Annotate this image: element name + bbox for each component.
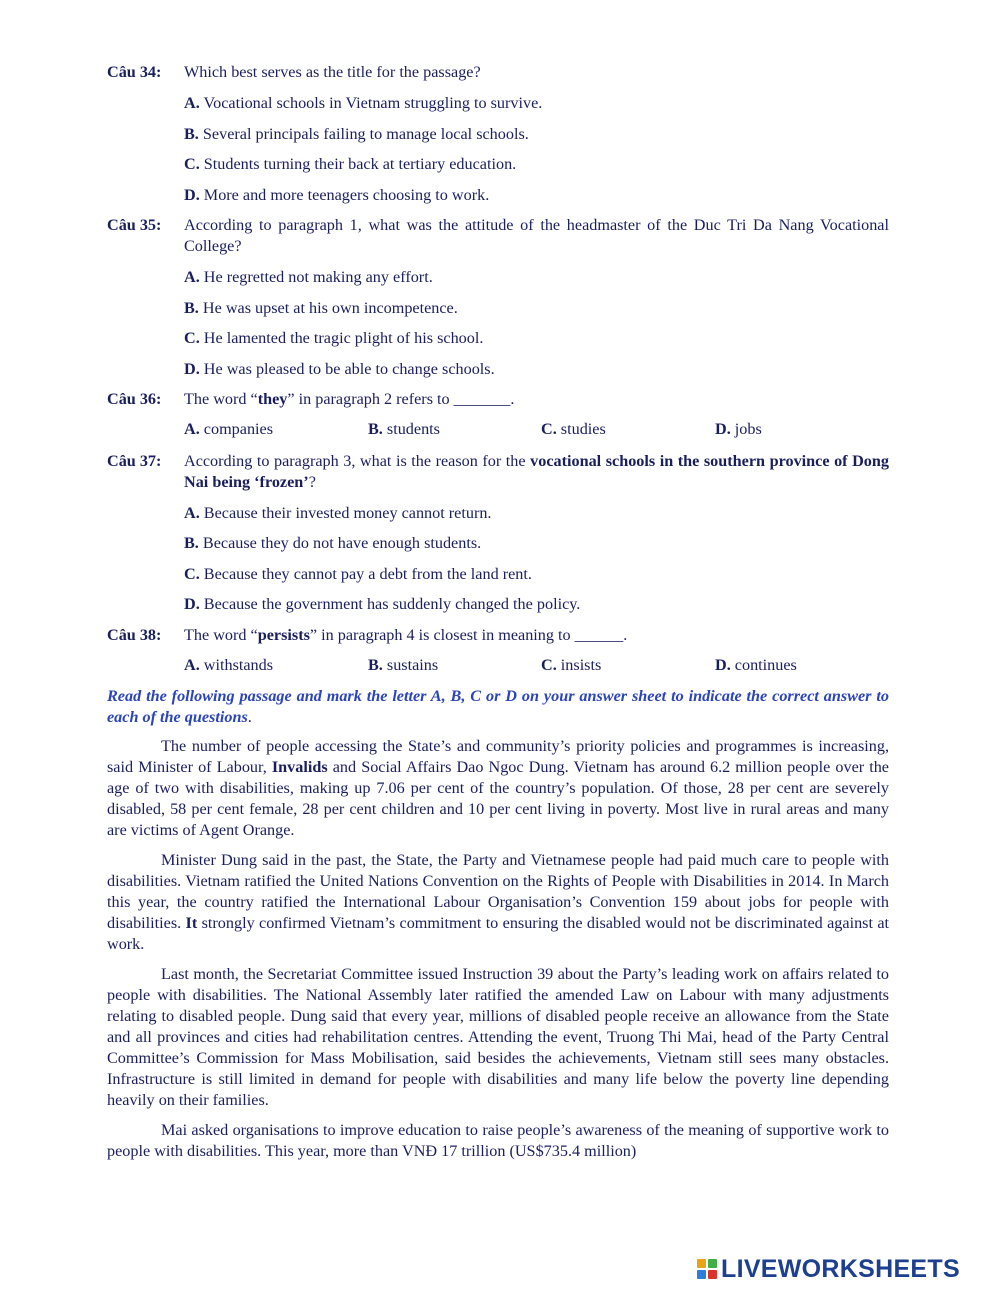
question-keyword: persists <box>257 625 310 644</box>
option-a[interactable] <box>184 656 273 675</box>
instruction-end: . <box>247 708 252 726</box>
worksheet-content <box>107 62 889 1171</box>
option-text: More and more teenagers choosing to work. <box>203 185 490 204</box>
option-text: withstands <box>203 655 274 674</box>
option-letter: B. <box>368 420 383 438</box>
option-row <box>184 420 889 441</box>
option-letter: A. <box>184 655 200 674</box>
option-letter: D. <box>184 359 200 378</box>
question-number: Câu 38: <box>107 625 162 644</box>
logo-square-4 <box>708 1270 717 1279</box>
paragraph-keyword: Invalids <box>271 758 328 776</box>
passage-paragraph-3: Last month, the Secretariat Committee issued Instruction 39 about the Party’s leading work on affairs related to people with disabilities. The National Assembly later ratified the amended Law on Labour with many adjustments relating to disabled people. Dung said that every year, millions of disabled people receive an allowance from the State and all provinces and cities had rehabilitation centres. Attending the event, Truong Thi Mai, head of the Party Central Committee’s Commission for Mass Mobilisation, said besides the achievements, Vietnam still sees many obstacles. Infrastructure is still limited in demand for people with disabilities and many life below the poverty line depending heavily on their families. <box>107 965 889 1109</box>
question-text <box>184 451 889 493</box>
option-letter: B. <box>184 534 199 552</box>
option-letter: C. <box>541 655 557 674</box>
question-35 <box>107 215 889 257</box>
option-d[interactable] <box>107 185 889 206</box>
passage-paragraph-2 <box>107 850 889 955</box>
option-d[interactable] <box>107 359 889 380</box>
option-letter: C. <box>184 329 200 347</box>
liveworksheets-logo[interactable] <box>697 1254 960 1284</box>
option-letter: D. <box>715 420 731 438</box>
question-keyword: vocational schools in the southern province of Dong Nai being ‘frozen’ <box>184 451 889 491</box>
option-text: jobs <box>734 420 762 438</box>
question-36 <box>107 389 889 410</box>
option-text: companies <box>203 420 274 438</box>
question-34 <box>107 62 889 83</box>
option-d[interactable] <box>715 656 797 675</box>
option-text: He was pleased to be able to change schools. <box>203 359 495 378</box>
option-b[interactable] <box>107 124 889 145</box>
option-c[interactable] <box>107 328 889 349</box>
option-letter: B. <box>184 124 199 143</box>
option-letter: B. <box>368 655 383 674</box>
question-text-post: ? <box>308 472 316 491</box>
question-number: Câu 36: <box>107 390 162 408</box>
question-text <box>184 389 889 410</box>
option-c[interactable] <box>107 564 889 585</box>
option-letter: C. <box>184 564 200 583</box>
paragraph-text: The number of people accessing the State’s and community’s priority policies and programmes is increasing, said Minister of Labour, <box>107 737 889 776</box>
option-a[interactable] <box>107 267 889 288</box>
option-b[interactable] <box>107 298 889 319</box>
logo-square-2 <box>708 1259 717 1268</box>
question-37 <box>107 451 889 493</box>
option-text: He lamented the tragic plight of his school. <box>203 329 484 347</box>
section-instruction <box>107 686 889 728</box>
option-c[interactable] <box>541 656 601 675</box>
option-text: Vocational schools in Vietnam struggling to survive. <box>203 94 543 112</box>
option-text: Because their invested money cannot return. <box>203 503 492 522</box>
option-text: insists <box>560 655 602 674</box>
option-letter: B. <box>184 298 199 317</box>
question-keyword: they <box>257 390 288 408</box>
option-letter: D. <box>184 595 200 613</box>
question-38 <box>107 625 889 646</box>
option-b[interactable] <box>368 420 440 439</box>
question-text-post: ” in paragraph 4 is closest in meaning to ______. <box>309 625 628 644</box>
option-b[interactable] <box>107 533 889 554</box>
logo-icon <box>697 1259 717 1279</box>
logo-square-3 <box>697 1270 706 1279</box>
option-a[interactable] <box>184 420 273 439</box>
question-number: Câu 34: <box>107 63 162 81</box>
question-number: Câu 35: <box>107 216 162 234</box>
option-text: Because they do not have enough students. <box>202 534 482 552</box>
paragraph-text: and Social Affairs Dao Ngoc Dung. Vietnam has around 6.2 million people over the age of two with disabilities, making up 7.06 per cent of the country’s population. Of those, 28 per cent are severely disabled, 58 per cent female, 28 per cent children and 10 per cent living in poverty. Most live in rural areas and many are victims of Agent Orange. <box>107 758 889 839</box>
question-text-pre: The word “ <box>184 625 258 644</box>
option-a[interactable] <box>107 93 889 114</box>
option-text: continues <box>734 655 797 674</box>
instruction-text: Read the following passage and mark the letter A, B, C or D on your answer sheet to indicate the correct answer to each of the questions <box>107 687 889 726</box>
option-c[interactable] <box>541 420 606 439</box>
option-text: Several principals failing to manage local schools. <box>202 124 529 143</box>
option-letter: C. <box>541 420 557 438</box>
question-text: Which best serves as the title for the passage? <box>184 63 481 81</box>
option-d[interactable] <box>715 420 762 439</box>
option-letter: A. <box>184 94 200 112</box>
paragraph-keyword: It <box>185 914 198 932</box>
option-letter: C. <box>184 155 200 173</box>
passage-paragraph-4: Mai asked organisations to improve education to raise people’s awareness of the meaning of supportive work to people with disabilities. This year, more than VNĐ 17 trillion (US$735.4 million) <box>107 1121 889 1160</box>
option-b[interactable] <box>368 656 438 675</box>
option-text: He regretted not making any effort. <box>203 268 433 286</box>
option-text: students <box>386 420 440 438</box>
option-letter: A. <box>184 503 200 522</box>
option-text: sustains <box>386 655 439 674</box>
question-text: According to paragraph 1, what was the attitude of the headmaster of the Duc Tri Da Nang Vocational College? <box>184 216 889 255</box>
option-c[interactable] <box>107 154 889 175</box>
option-a[interactable] <box>107 503 889 524</box>
question-text <box>184 625 889 646</box>
option-letter: A. <box>184 268 200 286</box>
option-text: Because they cannot pay a debt from the land rent. <box>203 564 532 583</box>
option-text: Students turning their back at tertiary education. <box>203 155 517 173</box>
question-number: Câu 37: <box>107 451 162 470</box>
option-text: studies <box>560 420 606 438</box>
option-letter: D. <box>184 185 200 204</box>
question-text-pre: The word “ <box>184 390 258 408</box>
option-letter: D. <box>715 655 731 674</box>
option-row <box>184 656 889 677</box>
logo-text: LIVEWORKSHEETS <box>721 1254 960 1283</box>
option-text: He was upset at his own incompetence. <box>202 298 458 317</box>
logo-square-1 <box>697 1259 706 1268</box>
question-text-pre: According to paragraph 3, what is the reason for the <box>184 451 531 470</box>
option-text: Because the government has suddenly changed the policy. <box>203 595 581 613</box>
passage-paragraph-1 <box>107 736 889 841</box>
paragraph-text: Minister Dung said in the past, the State, the Party and Vietnamese people had paid much care to people with disabilities. Vietnam ratified the United Nations Convention on the Rights of People with Disabilities in 2014. In March this year, the country ratified the International Labour Organisation’s Convention 159 about jobs for people with disabilities. <box>107 851 889 932</box>
option-letter: A. <box>184 420 200 438</box>
paragraph-text: strongly confirmed Vietnam’s commitment to ensuring the disabled would not be discriminated against at work. <box>107 914 889 953</box>
question-text-post: ” in paragraph 2 refers to _______. <box>287 390 515 408</box>
option-d[interactable] <box>107 594 889 615</box>
